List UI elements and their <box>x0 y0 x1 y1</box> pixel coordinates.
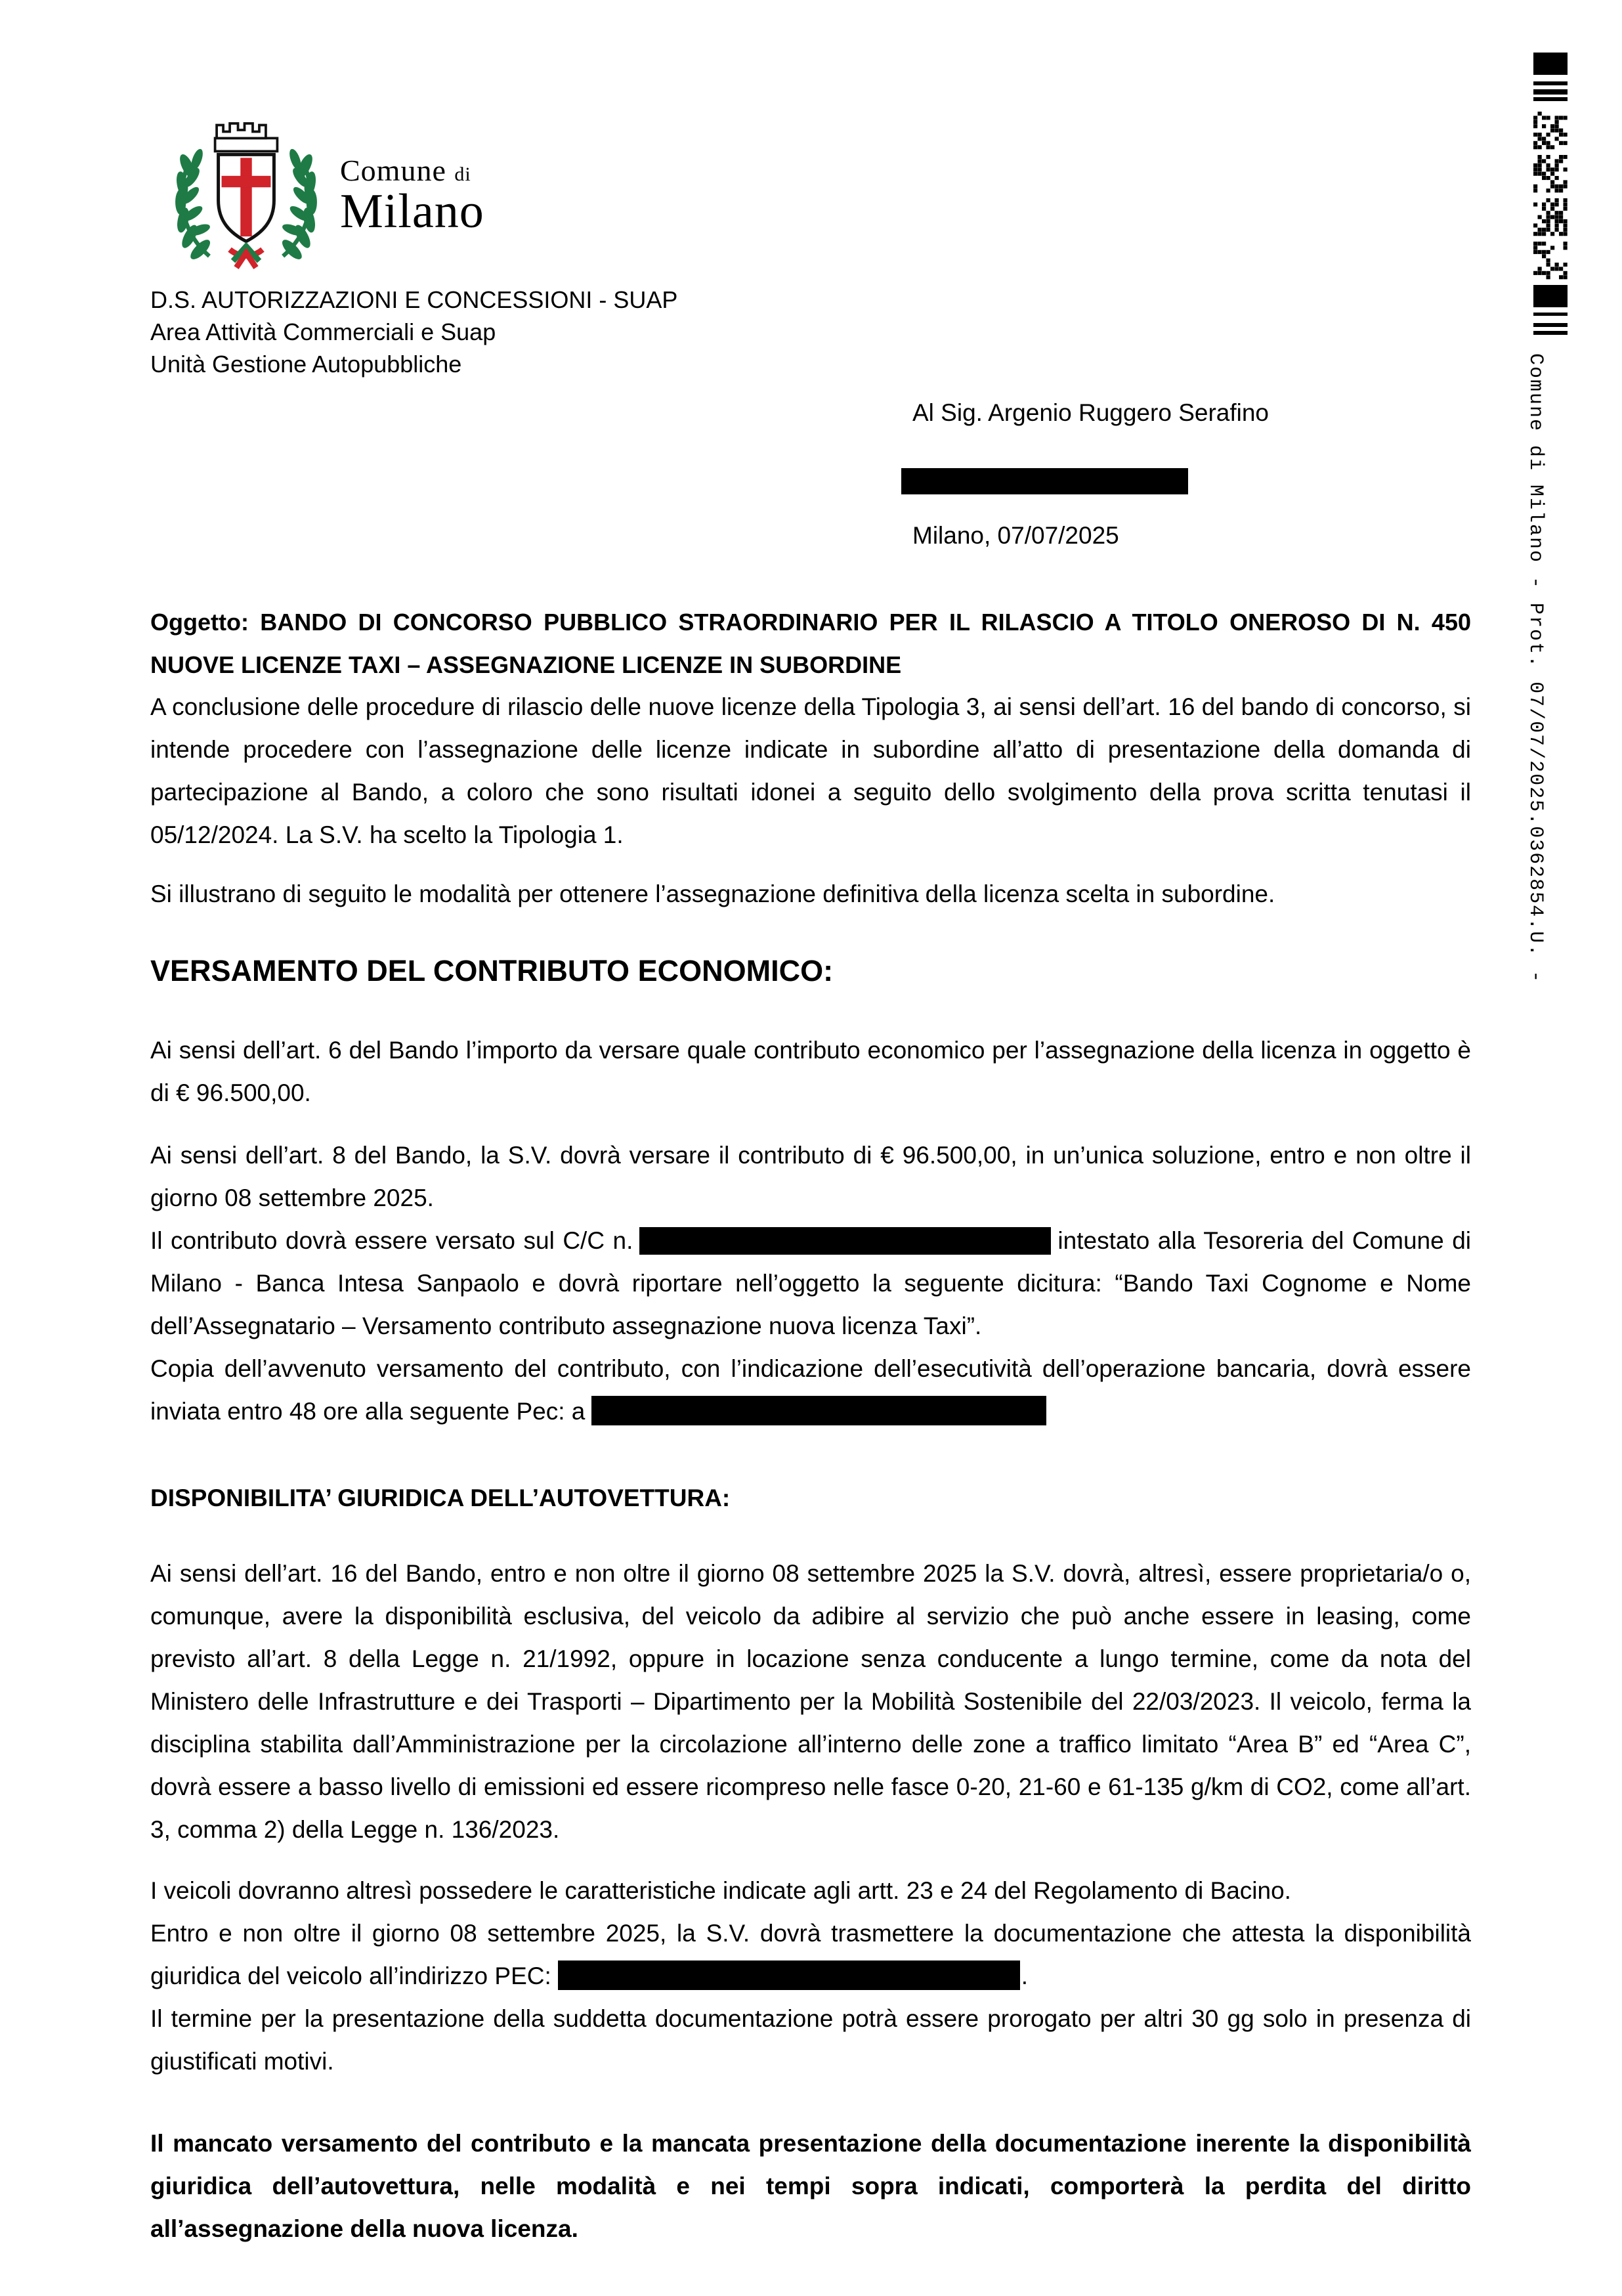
paragraph-veicolo-requisiti: Ai sensi dell’art. 16 del Bando, entro e non oltre il giorno 08 settembre 2025 la S.V. dovrà, altresì, essere proprietaria/o o, comunque, avere la disponibilità esclusiva, del veicolo da adibire al servizio che può anche essere in leasing, come previsto all’art. 8 della Legge n. 21/1992, oppure in locazione senza conducente a lungo termine, come da nota del Ministero delle Infrastrutture e dei Trasporti – Dipartimento per la Mobilità Sostenibile del 22/03/2023. Il veicolo, ferma la disciplina stabilita dall’Amministrazione per la circolazione all’interno delle zone a traffico limitato “Area B” ed “Area C”, dovrà essere a basso livello di emissioni ed essere ricompreso nelle fasce 0-20, 21-60 e 61-135 g/km di CO2, come all’art. 3, comma 2) della Legge n. 136/2023. <box>150 1560 1471 1843</box>
department-block <box>150 284 677 380</box>
area-line: Area Attività Commerciali e Suap <box>150 318 496 345</box>
paragraph-contributo-scadenza: Ai sensi dell’art. 8 del Bando, la S.V. dovrà versare il contributo di € 96.500,00, in un’unica soluzione, entro e non oltre il giorno 08 settembre 2025. <box>150 1142 1471 1211</box>
pec2-text-after: . <box>1021 1962 1029 1989</box>
redaction-bar-cc-number <box>639 1227 1051 1255</box>
redaction-bar-pec-1 <box>591 1396 1046 1425</box>
redaction-bar-pec-2 <box>558 1960 1020 1990</box>
place-date-line: Milano, 07/07/2025 <box>912 522 1119 549</box>
paragraph-intro-2: Si illustrano di seguito le modalità per ottenere l’assegnazione definitiva della licenza scelta in subordine. <box>150 880 1275 907</box>
paragraph-conto-corrente <box>150 1219 1471 1347</box>
logo-line-milano: Milano <box>340 184 484 239</box>
protocol-barcode-icon <box>1533 53 1568 336</box>
section-title-versamento: VERSAMENTO DEL CONTRIBUTO ECONOMICO: <box>150 954 834 987</box>
comune-di-milano-logo <box>164 117 484 282</box>
paragraph-proroga: Il termine per la presentazione della suddetta documentazione potrà essere prorogato per altri 30 gg solo in presenza di giustificati motivi. <box>150 2005 1471 2075</box>
paragraph-regolamento-bacino: I veicoli dovranno altresì possedere le caratteristiche indicate agli artt. 23 e 24 del Regolamento di Bacino. <box>150 1877 1291 1904</box>
section-title-disponibilita: DISPONIBILITA’ GIURIDICA DELL’AUTOVETTURA: <box>150 1484 731 1511</box>
unit-line: Unità Gestione Autopubbliche <box>150 351 462 378</box>
paragraph-intro-1: A conclusione delle procedure di rilascio delle nuove licenze della Tipologia 3, ai sensi dell’art. 16 del bando di concorso, si intende procedere con l’assegnazione delle licenze indicate in subordine all’atto di presentazione della domanda di partecipazione al Bando, a coloro che sono risultati idonei a seguito dello svolgimento della prova scritta tenutasi il 05/12/2024. La S.V. ha scelto la Tipologia 1. <box>150 693 1471 848</box>
paragraph-documentazione-pec <box>150 1912 1471 1997</box>
cc-text-after: intestato alla Tesoreria del Comune di Milano - Banca Intesa Sanpaolo e dovrà riportare nell’oggetto la seguente dicitura: “Bando Taxi Cognome e Nome dell’Assegnatario – Versamento contributo assegnazione nuova licenza Taxi”. <box>150 1227 1471 1339</box>
subject-line: Oggetto: BANDO DI CONCORSO PUBBLICO STRAORDINARIO PER IL RILASCIO A TITOLO ONEROSO DI N. 450 NUOVE LICENZE TAXI – ASSEGNAZIONE LICENZE IN SUBORDINE <box>150 609 1471 678</box>
paragraph-closing-warning: Il mancato versamento del contributo e la mancata presentazione della documentazione inerente la disponibilità giuridica dell’autovettura, nelle modalità e nei tempi sopra indicati, comporterà la perdita del diritto all’assegnazione della nuova licenza. <box>150 2130 1471 2242</box>
redaction-bar-address <box>901 468 1188 494</box>
pec-text-before: Copia dell’avvenuto versamento del contributo, con l’indicazione dell’esecutività dell’operazione bancaria, dovrà essere inviata entro 48 ore alla seguente Pec: a <box>150 1355 1471 1425</box>
paragraph-contributo-importo: Ai sensi dell’art. 6 del Bando l’importo da versare quale contributo economico per l’assegnazione della licenza in oggetto è di € 96.500,00. <box>150 1037 1471 1106</box>
protocol-stamp-text: Comune di Milano - Prot. 07/07/2025.0362854.U. - <box>1524 353 1547 984</box>
cc-text-before: Il contributo dovrà essere versato sul C/C n. <box>150 1227 633 1254</box>
recipient-line: Al Sig. Argenio Ruggero Serafino <box>912 399 1270 426</box>
letter-body <box>150 685 1471 2250</box>
department-line: D.S. AUTORIZZAZIONI E CONCESSIONI - SUAP <box>150 286 678 313</box>
pec2-text-before: Entro e non oltre il giorno 08 settembre 2025, la S.V. dovrà trasmettere la documentazione che attesta la disponibilità giuridica del veicolo all’indirizzo PEC: <box>150 1920 1471 1989</box>
logo-wordmark <box>340 155 484 238</box>
paragraph-copia-versamento <box>150 1347 1471 1433</box>
logo-line-comune-di: Comune di <box>340 154 471 187</box>
milano-coat-of-arms-icon <box>164 117 328 282</box>
